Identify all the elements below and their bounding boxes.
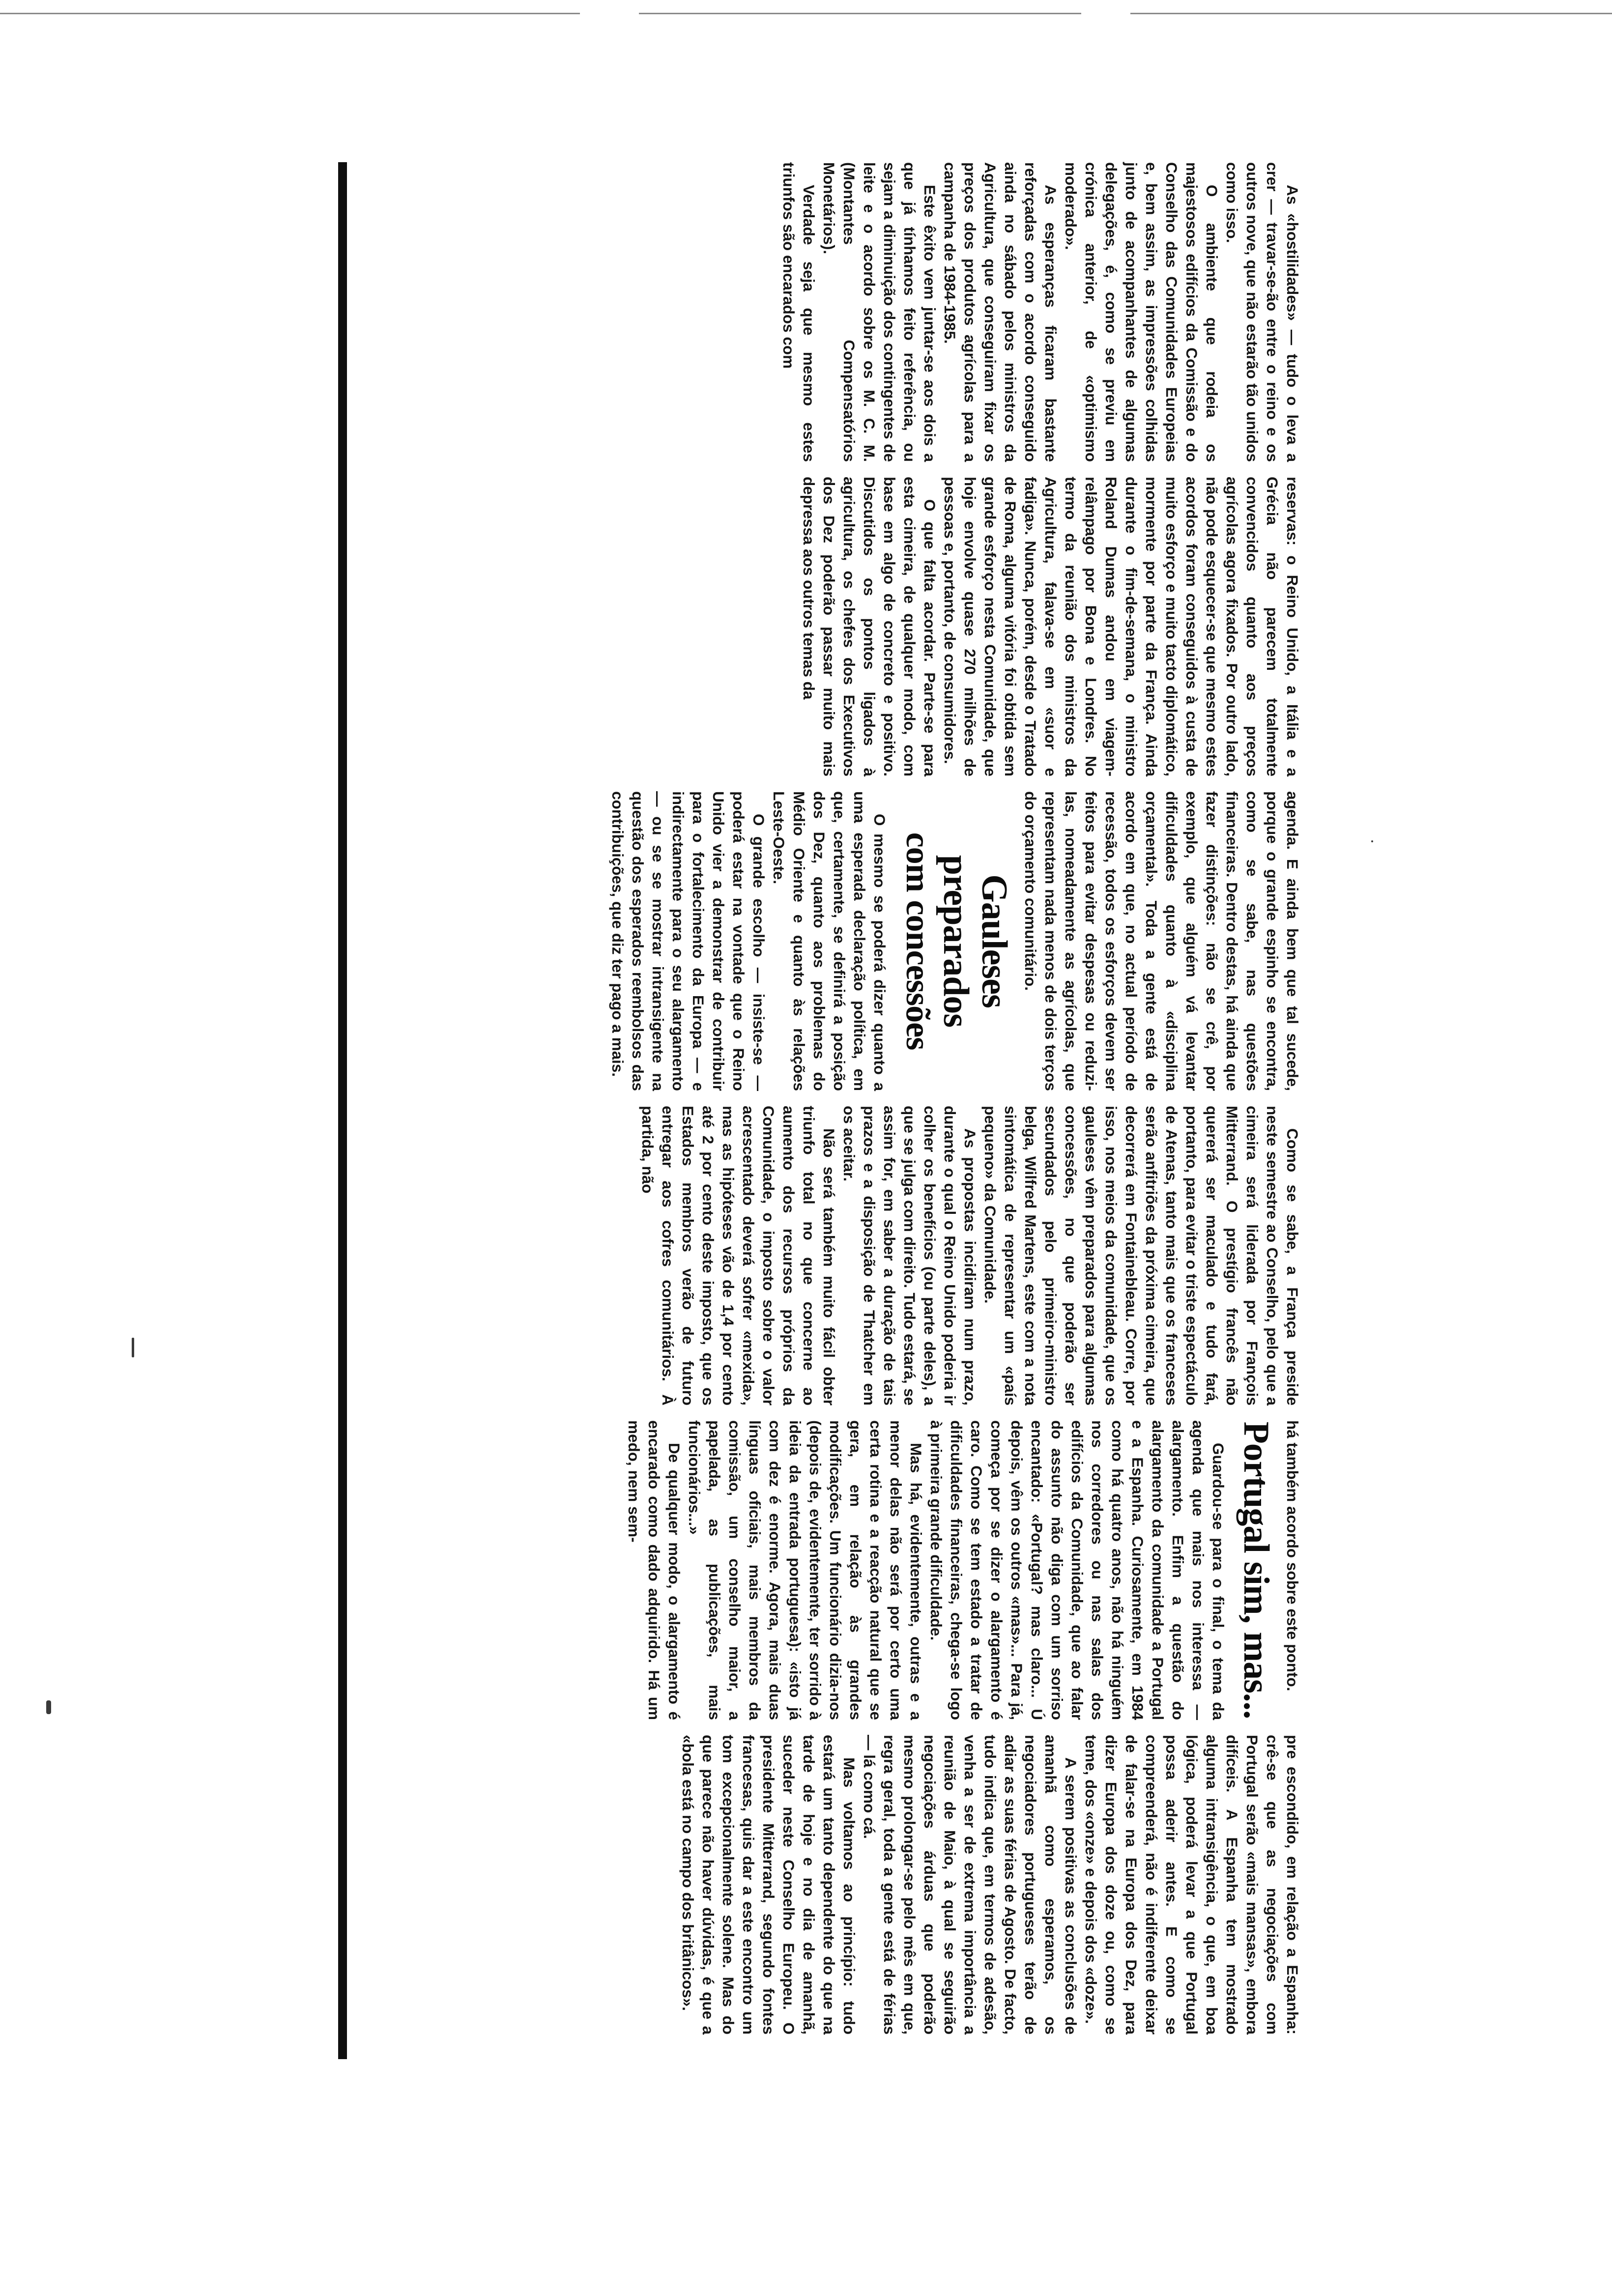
- scan-top-rule-left: [0, 13, 580, 14]
- paragraph: O grande escolho — insiste-se — poderá estar na vontade que o Reino Unido vier a demonstrar de contribuir para o fortalecimento da Europa — e indirectamente para o seu alargamento — ou se se mostrar intransigente na questão dos esperados reembolsos das contribuições, que diz ter pago a mais.: [609, 791, 768, 1091]
- paragraph: Mas voltamos ao princípio: tudo estará um tanto dependente do que na tarde de hoje e no dia de amanhã, suceder neste Conselho Europeu. O presidente Mitterrand, segundo fontes francesas, quis dar a este encontro um tom excepcionalmente solene. Mas do que parece não haver dúvidas, é que a «bola está no campo dos britânicos».: [679, 1735, 858, 2035]
- scan-speck: [132, 1338, 134, 1357]
- article-column-1: [349, 162, 1302, 462]
- paragraph: Mas há, evidentemente, outras e a menor delas não será por certo uma certa rotina e a reacção natural que se gera, em relação às grandes modificações. Um funcionário dizia-nos (depois de, evidentemente, ter sorrido à ideia da entrada portuguesa): «isto já com dez é enorme. Agora, mais duas línguas oficiais, mais membros da comissão, um conselho maior, a papelada, as publicações, mais funcionários...»: [686, 1420, 925, 1720]
- scan-speck: [46, 1700, 51, 1714]
- headline-line: Gauleses preparados: [936, 855, 1014, 1028]
- paragraph: há também acordo sobre este ponto.: [1284, 1420, 1301, 1692]
- paragraph: A serem positivas as conclusões de amanhã como esperamos, os negociadores portugueses terão de adiar as suas férias de Agosto. De facto, tudo indica que, em termos de adesão, venha a ser de extrema importância a reunião de Maio, à qual se seguirão negociações árduas que poderão mesmo prolongar-se pelo mês em que, regra geral, toda a gente está de férias — lá como cá.: [861, 1735, 1080, 2035]
- paragraph: Não será também muito fácil obter triunfo total no que concerne ao aumento dos recursos próprios da Comunidade, o imposto sobre o valor acrescentado deverá sofrer «mexida», mas as hipóteses vão de 1,4 por cento até 2 por cento deste imposto, que os Estados membros verão de futuro entregar aos cofres comunitários. À partida, não: [639, 1106, 838, 1406]
- scan-speck: [1371, 840, 1373, 842]
- paragraph: Como se sabe, a França preside neste semestre ao Conselho, pelo que a cimeira será liderada por François Mitterrand. O prestígio francês não quererá ser maculado e tudo fará, portanto, para evitar o triste espectáculo de Atenas, tanto mais que os franceses serão anfitriões da próxima cimeira, que decorrerá em Fontainebleau. Corre, por isso, nos meios da comunidade, que os gauleses vêm preparados para algumas concessões, no que poderão ser secundados pelo primeiro-ministro belga, Wilfred Martens, este com a nota sintomática de representar um «país pequeno» da Comunidade.: [981, 1106, 1301, 1406]
- article-column-5: [349, 1420, 1302, 1720]
- article-column-6: [349, 1735, 1302, 2035]
- article-column-2: [349, 477, 1302, 776]
- article-column-4: [349, 1106, 1302, 1406]
- headline-portugal: Portugal sim, mas...: [1236, 1421, 1276, 1719]
- paragraph: As propostas incidiram num prazo, durante o qual o Reino Unido poderia ir colher os benefícios (ou parte deles), a que se julga com direito. Tudo estará, se assim for, em saber a duração de tais prazos e a disposição de Thatcher em os aceitar.: [840, 1106, 979, 1406]
- paragraph: Verdade seja que mesmo estes triunfos são encarados com: [780, 162, 818, 462]
- headline-line: com concessões: [899, 832, 937, 1050]
- paragraph: As «hostilidades» — tudo o leva a crer — travar-se-ão entre o reino e os outros nove, que não estarão tão unidos como isso.: [1223, 162, 1301, 462]
- scan-top-rule-right: [1130, 13, 1612, 14]
- article-column-3: [349, 791, 1302, 1091]
- paragraph: pre escondido, em relação a Espanha: crê-se que as negociações com Portugal serão «mais mansas», embora difíceis. A Espanha tem mostrado alguma intransigência, o que, em boa lógica, poderá levar a que Portugal possa aderir antes. E como se compreenderá, não é indiferente deixar de falar-se na Europa dos Dez, para dizer Europa dos doze ou, como se teme, dos «onze» e depois dos «doze».: [1082, 1735, 1301, 2035]
- headline-gauleses: [898, 791, 1013, 1091]
- paragraph: As esperanças ficaram bastante reforçadas com o acordo conseguido ainda no sábado pelos ministros da Agricultura, que conseguiram fixar os preços dos produtos agrícolas para a campanha de 1984-1985.: [941, 162, 1060, 462]
- paragraph: Guardou-se para o final, o tema da agenda que mais nos interessa — alargamento. Enfim a questão do alargamento da comunidade a Portugal e a Espanha. Curiosamente, em 1984 como há quatro anos, não há ninguém nos corredores ou nas salas dos edifícios da Comunidade, que ao falar do assunto não diga com um sorriso encantado: «Portugal? mas claro... Ú depois, vêm os outros «mas»... Para já, começa por se dizer o alargamento é caro. Como se tem estado a tratar de dificuldades financeiras, chega-se logo à primeira grande dificuldade.: [927, 1420, 1227, 1720]
- newspaper-clipping: [334, 147, 1317, 2089]
- paragraph: O que falta acordar. Parte-se para esta cimeira, de qualquer modo, com base em algo de concreto e positivo. Discutidos os pontos ligados à agricultura, os chefes dos Executivos dos Dez poderão passar muito mais depressa aos outros temas da: [800, 477, 939, 776]
- clipping-heavy-rule: [338, 162, 347, 2059]
- paragraph: Este êxito vem juntar-se aos dois a que já tínhamos feito referência, ou sejam a diminuição dos contingentes de leite e o acordo sobre os M. C. M. (Montantes Compensatórios Monetários).: [820, 162, 939, 462]
- scan-top-rule-center: [639, 13, 1081, 14]
- paragraph: reservas: o Reino Unido, a Itália e a Grécia não parecem totalmente convencidos quanto aos preços agrícolas agora fixados. Por outro lado, não pode esquecer-se que mesmo estes acordos foram conseguidos à custa de muito esforço e muito tacto diplomático, mormente por parte da França. Ainda durante o fim-de-semana, o ministro Roland Dumas andou em viagem-relâmpago por Bona e Londres. No termo da reunião dos ministros da Agricultura, falava-se em «suor e fadiga». Nunca, porém, desde o Tratado de Roma, alguma vitória foi obtida sem grande esforço nesta Comunidade, que hoje envolve quase 270 milhões de pessoas e, portanto, de consumidores.: [941, 477, 1301, 776]
- paragraph: De qualquer modo, o alargamento é encarado como dado adquirido. Há um medo, nem sem-: [625, 1420, 683, 1720]
- paragraph: agenda. E ainda bem que tal sucede, porque o grande espinho se encontra, como se sabe, nas questões financeiras. Dentro destas, há ainda que fazer distinções: não se crê, por exemplo, que alguém vá levantar dificuldades quanto à «disciplina orçamental». Toda a gente está de acordo em que, no actual período de recessão, todos os esforços devem ser feitos para evitar despesas ou reduzi-las, nomeadamente as agrícolas, que representam nada menos de dois terços do orçamento comunitário.: [1022, 791, 1301, 1091]
- paragraph: O mesmo se poderá dizer quanto a uma esperada declaração política, em que, certamente, se definirá a posição dos Dez, quanto aos problemas do Médio Oriente e quanto às relações Leste-Oeste.: [770, 791, 889, 1091]
- paragraph: O ambiente que rodeia os majestosos edifícios da Comissão e do Conselho das Comunidades Europeias e, bem assim, as impressões colhidas junto de acompanhantes de algumas delegações, é, como se previu em crónica anterior, de «optimismo moderado».: [1062, 162, 1221, 462]
